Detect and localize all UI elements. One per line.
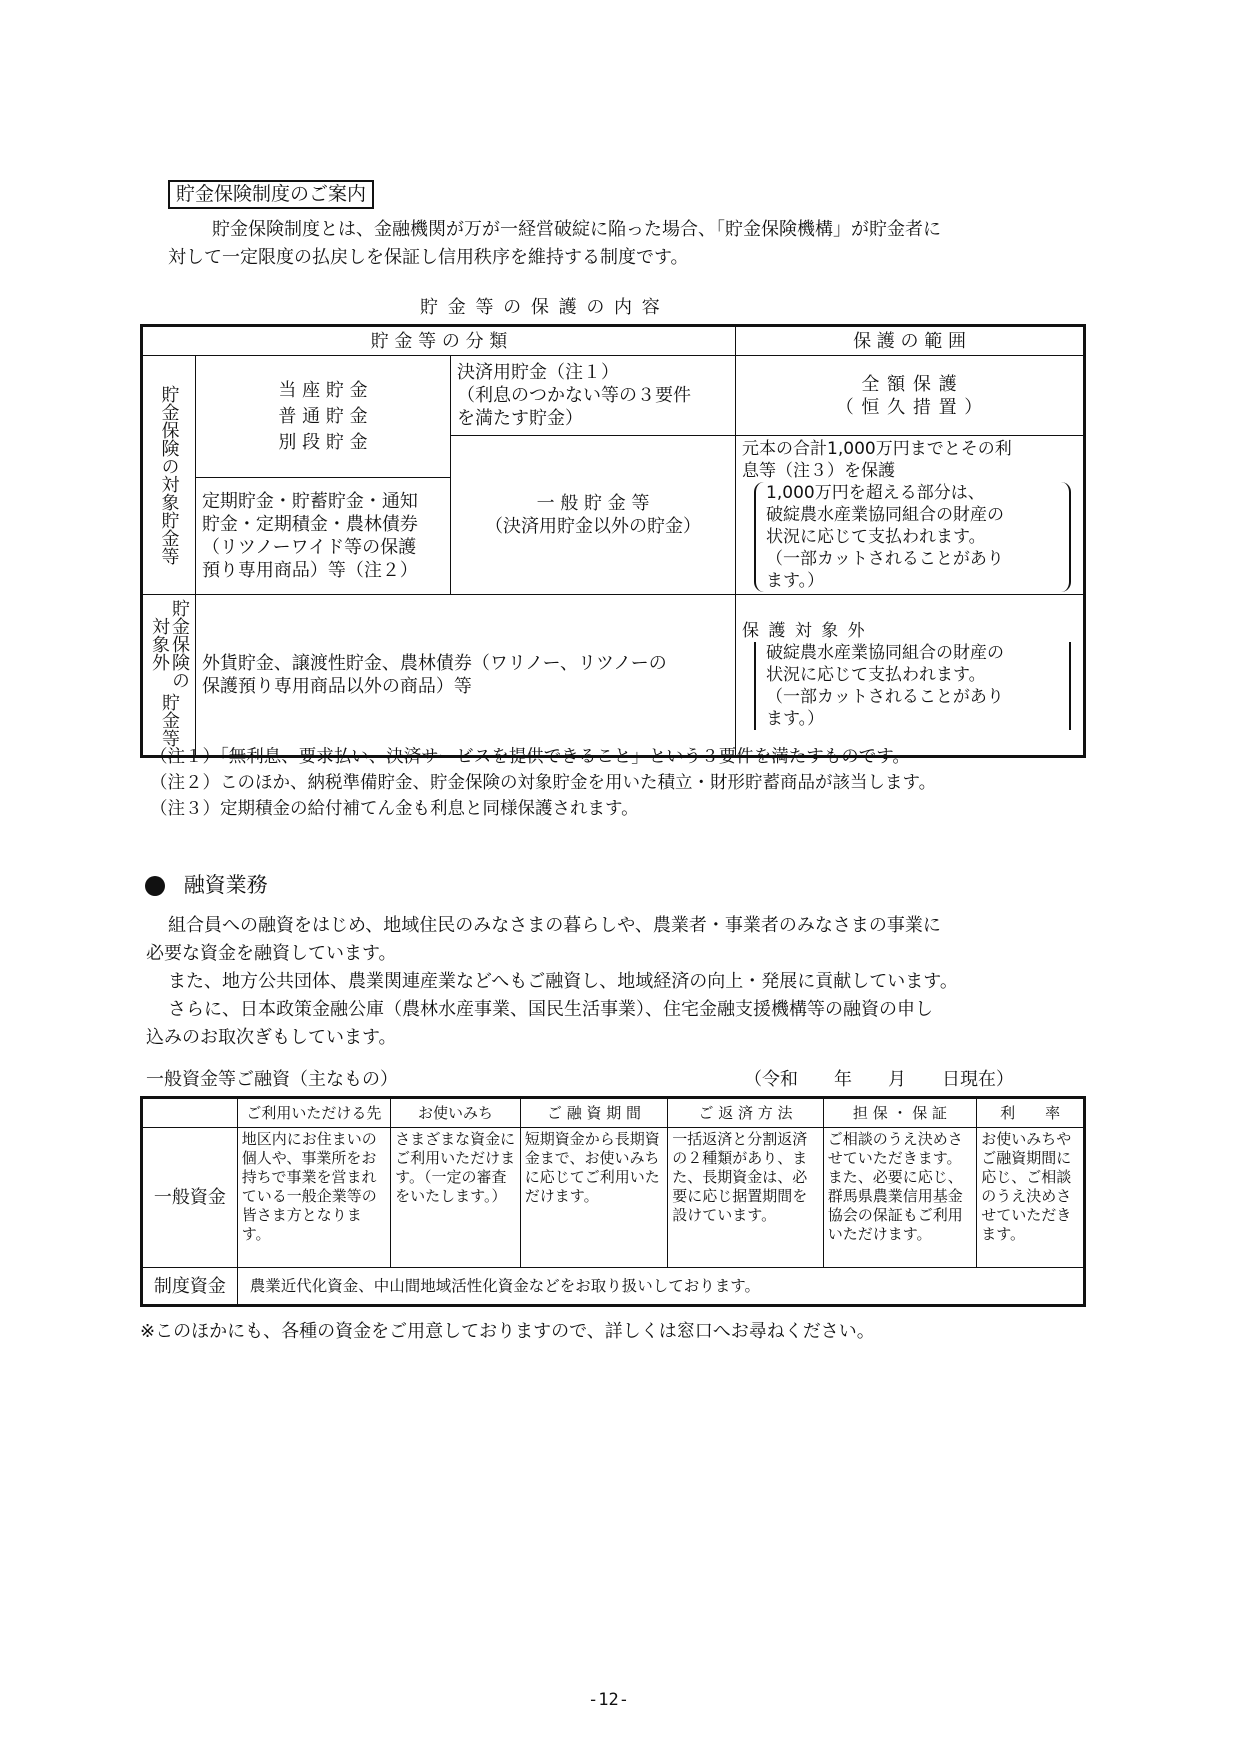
loans-section-title: 融資業務 xyxy=(183,873,268,897)
loans-para1-line1: 組合員への融資をはじめ、地域住民のみなさまの暮らしや、農業者・事業者のみなさまの事業に xyxy=(168,915,941,936)
time-deposit-line: 預り専用商品）等（注２） xyxy=(201,560,418,582)
header-repayment: ご 返 済 方 法 xyxy=(668,1098,823,1128)
system-funds-label: 制度資金 xyxy=(142,1268,238,1306)
demand-deposits-cell xyxy=(195,356,450,478)
cell-purpose: さまざまな資金にご利用いただけます。（一定の審査をいたします。） xyxy=(391,1128,521,1268)
demand-deposit-item: 別 段 貯 金 xyxy=(278,431,368,453)
loans-table-caption: 一般資金等ご融資（主なもの） xyxy=(146,1069,398,1090)
general-deposit-line: （決済用貯金以外の貯金） xyxy=(485,516,702,537)
paren-line: （一部カットされることがあり xyxy=(766,549,1004,569)
loans-table xyxy=(140,1096,1086,1307)
non-covered-label-c: 貯金等 xyxy=(158,693,180,747)
settlement-line: 決済用貯金（注１） xyxy=(457,362,620,383)
not-protected-cell xyxy=(736,595,1085,757)
general-protection-line: 息等（注３）を保護 xyxy=(742,461,896,481)
page-number: -12- xyxy=(588,1690,629,1710)
bracket-line: 状況に応じて支払われます。 xyxy=(766,665,986,685)
general-protection-cell xyxy=(736,436,1085,595)
settlement-line: （利息のつかない等の３要件 xyxy=(457,385,692,406)
general-protection-line: 元本の合計1,000万円までとその利 xyxy=(742,439,1012,459)
loans-para2: また、地方公共団体、農業関連産業などへもご融資し、地域経済の向上・発展に貢献しています。 xyxy=(168,971,958,992)
non-covered-label xyxy=(142,595,196,757)
bracket-line: 破綻農水産業協同組合の財産の xyxy=(766,643,1005,663)
loans-heading xyxy=(145,870,268,900)
cell-repayment: 一括返済と分割返済の２種類があり、また、長期資金は、必要に応じ据置期間を設けています。 xyxy=(668,1128,823,1268)
non-covered-line: 外貨貯金、譲渡性貯金、農林債券（ワリノー、リツノーの xyxy=(201,653,667,674)
header-classification: 貯 金 等 の 分 類 xyxy=(142,326,736,356)
settlement-line: を満たす貯金） xyxy=(457,408,584,429)
non-covered-line: 保護預り専用商品以外の商品）等 xyxy=(201,676,472,697)
full-protection-line: 全 額 保 護 xyxy=(861,373,958,395)
general-deposit-cell xyxy=(451,436,736,595)
system-funds-text: 農業近代化資金、中山間地域活性化資金などをお取り扱いしております。 xyxy=(237,1268,1084,1306)
bracket-line: ます。） xyxy=(766,709,825,729)
loans-para3-line2: 込みのお取次ぎもしています。 xyxy=(146,1027,397,1048)
loans-para1-line2: 必要な資金を融資しています。 xyxy=(146,943,397,964)
header-rate: 利 率 xyxy=(977,1098,1085,1128)
non-covered-label-a: 対象外 xyxy=(148,617,170,671)
paren-line: 破綻農水産業協同組合の財産の xyxy=(766,505,1005,525)
paren-line: 状況に応じて支払われます。 xyxy=(766,527,986,547)
time-deposit-line: 定期貯金・貯蓄貯金・通知 xyxy=(201,491,418,513)
cell-rate: お使いみちやご融資期間に応じ、ご相談のうえ決めさせていただきます。 xyxy=(977,1128,1085,1268)
time-deposit-line: 貯金・定期積金・農林債券 xyxy=(201,514,418,536)
time-deposits-cell xyxy=(195,478,450,595)
bullet-icon xyxy=(145,876,165,896)
general-deposit-line: 一 般 貯 金 等 xyxy=(536,493,650,514)
covered-deposits-label: 貯金保険の対象貯金等 xyxy=(142,356,196,595)
full-protection-cell xyxy=(736,356,1085,436)
not-protected-title: 保 護 対 象 外 xyxy=(742,621,867,641)
protection-table-title: 貯 金 等 の 保 護 の 内 容 xyxy=(420,297,662,318)
non-covered-items-cell xyxy=(195,595,735,757)
header-collateral: 担 保 ・ 保 証 xyxy=(823,1098,976,1128)
general-protection-paren xyxy=(754,482,1071,592)
header-term: ご 融 資 期 間 xyxy=(520,1098,668,1128)
footer-note: ※このほかにも、各種の資金をご用意しておりますので、詳しくは窓口へお尋ねください。 xyxy=(140,1321,875,1342)
paren-line: ます。） xyxy=(766,571,825,591)
time-deposit-line: （リツノーワイド等の保護 xyxy=(201,537,417,559)
cell-collateral: ご相談のうえ決めさせていただきます。また、必要に応じ、群馬県農業信用基金協会の保証もご利用いただけます。 xyxy=(823,1128,976,1268)
bracket-line: （一部カットされることがあり xyxy=(766,687,1004,707)
intro-line-2: 対して一定限度の払戻しを保証し信用秩序を維持する制度です。 xyxy=(168,247,689,268)
intro-line-1: 貯金保険制度とは、金融機関が万が一経営破綻に陥った場合、「貯金保険機構」が貯金者に xyxy=(212,219,941,240)
header-eligible: ご利用いただける先 xyxy=(237,1098,390,1128)
note-2: （注２）このほか、納税準備貯金、貯金保険の対象貯金を用いた積立・財形貯蓄商品が該当します。 xyxy=(150,773,937,793)
loans-para3-line1: さらに、日本政策金融公庫（農林水産事業、国民生活事業）、住宅金融支援機構等の融資の申し xyxy=(168,999,933,1020)
demand-deposit-item: 普 通 貯 金 xyxy=(278,405,368,427)
protection-table xyxy=(140,324,1086,758)
paren-line: 1,000万円を超える部分は、 xyxy=(766,483,985,503)
header-blank xyxy=(142,1098,238,1128)
full-protection-line: （ 恒 久 措 置 ） xyxy=(835,396,984,418)
settlement-deposit-cell xyxy=(451,356,736,436)
cell-term: 短期資金から長期資金まで、お使いみちに応じてご利用いただけます。 xyxy=(520,1128,668,1268)
cell-eligible: 地区内にお住まいの個人や、事業所をお持ちで事業を営まれている一般企業等の皆さま方となります。 xyxy=(237,1128,390,1268)
demand-deposit-item: 当 座 貯 金 xyxy=(278,379,368,401)
section-title-deposit-insurance: 貯金保険制度のご案内 xyxy=(168,180,374,209)
note-3: （注３）定期積金の給付補てん金も利息と同様保護されます。 xyxy=(150,799,639,819)
header-scope: 保 護 の 範 囲 xyxy=(736,326,1085,356)
note-1: （注１）「無利息、要求払い、決済サービスを提供できること」という３要件を満たすものです。 xyxy=(150,747,910,767)
non-covered-label-b: 貯金保険の xyxy=(168,599,190,689)
not-protected-bracket xyxy=(754,642,1071,730)
header-purpose: お使いみち xyxy=(391,1098,521,1128)
loans-as-of: （令和 年 月 日現在） xyxy=(744,1069,1014,1090)
general-funds-label: 一般資金 xyxy=(142,1128,238,1268)
